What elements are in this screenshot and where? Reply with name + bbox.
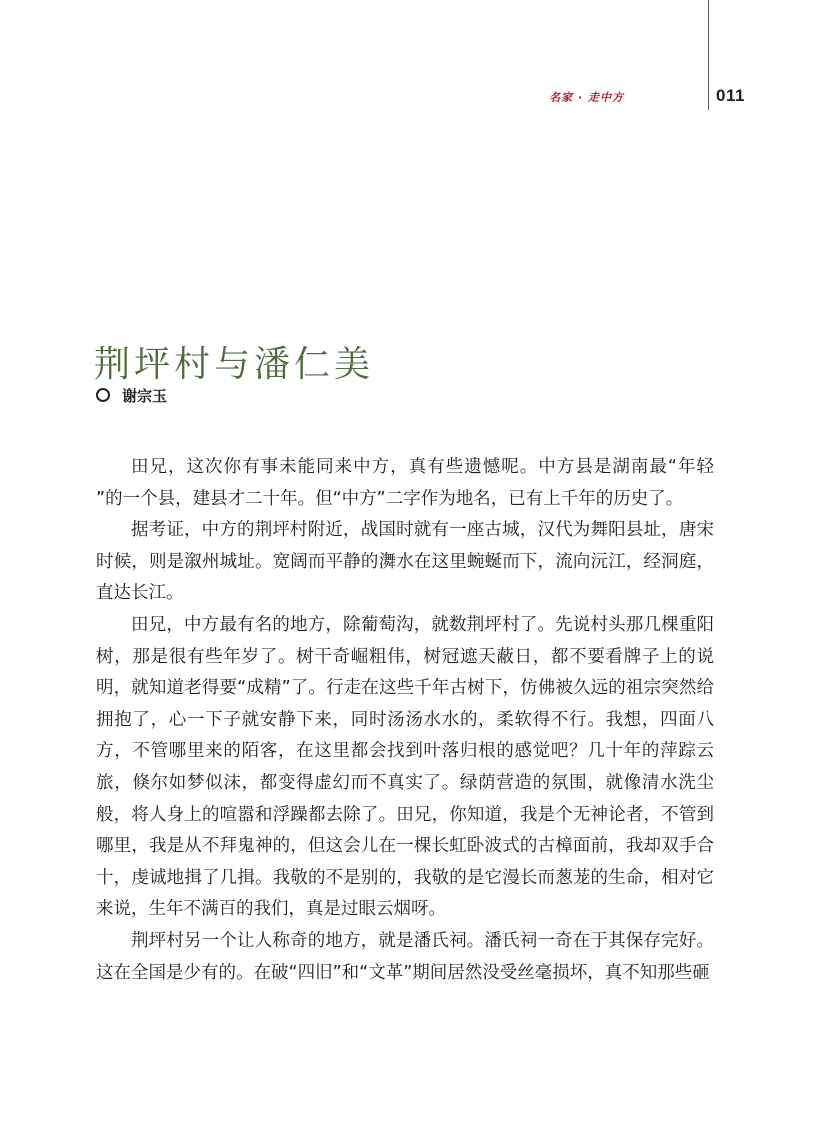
- paragraph: 田兄，中方最有名的地方，除葡萄沟，就数荆坪村了。先说村头那几棵重阳树，那是很有些年岁了。树干奇崛粗伟，树冠遮天蔽日，都不要看牌子上的说明，就知道老得要“成精”了。行走在这些千年古树下，仿佛被久远的祖宗突然给拥抱了，心一下子就安静下来，同时汤汤水水的，柔软得不行。我想，四面八方，不管哪里来的陌客，在这里都会找到叶落归根的感觉吧？几十年的萍踪云旅，倏尔如梦似沫，都变得虚幻而不真实了。绿荫营造的氛围，就像清水洗尘般，将人身上的喧嚣和浮躁都去除了。田兄，你知道，我是个无神论者，不管到哪里，我是从不拜鬼神的，但这会儿在一棵长虹卧波式的古樟面前，我却双手合十，虔诚地揖了几揖。我敬的不是别的，我敬的是它漫长而葱茏的生命，相对它来说，生年不满百的我们，真是过眼云烟呀。: [96, 614, 714, 920]
- section-label: 名家 · 走中方: [549, 91, 624, 104]
- author-name: 谢宗玉: [122, 386, 168, 405]
- paragraph: 据考证，中方的荆坪村附近，战国时就有一座古城，汉代为舞阳县址，唐宋时候，则是溆州城址。宽阔而平静的㵲水在这里蜿蜒而下，流向沅江，经洞庭，直达长江。: [96, 520, 714, 604]
- paragraph: 田兄，这次你有事未能同来中方，真有些遗憾呢。中方县是湖南最“年轻 ”的一个县，建县才二十年。但“中方”二字作为地名，已有上千年的历史了。: [96, 457, 714, 509]
- page-header: [549, 86, 745, 110]
- author-byline: [96, 384, 167, 406]
- article-body: [96, 452, 714, 989]
- article-title: 荆坪村与潘仁美: [94, 344, 375, 386]
- byline-circle-icon: [96, 388, 110, 402]
- paragraph: 荆坪村另一个让人称奇的地方，就是潘氏祠。潘氏祠一奇在于其保存完好。这在全国是少有的。在破“四旧”和“文革”期间居然没受丝毫损坏，真不知那些砸: [96, 930, 714, 983]
- page-number: 011: [716, 86, 745, 105]
